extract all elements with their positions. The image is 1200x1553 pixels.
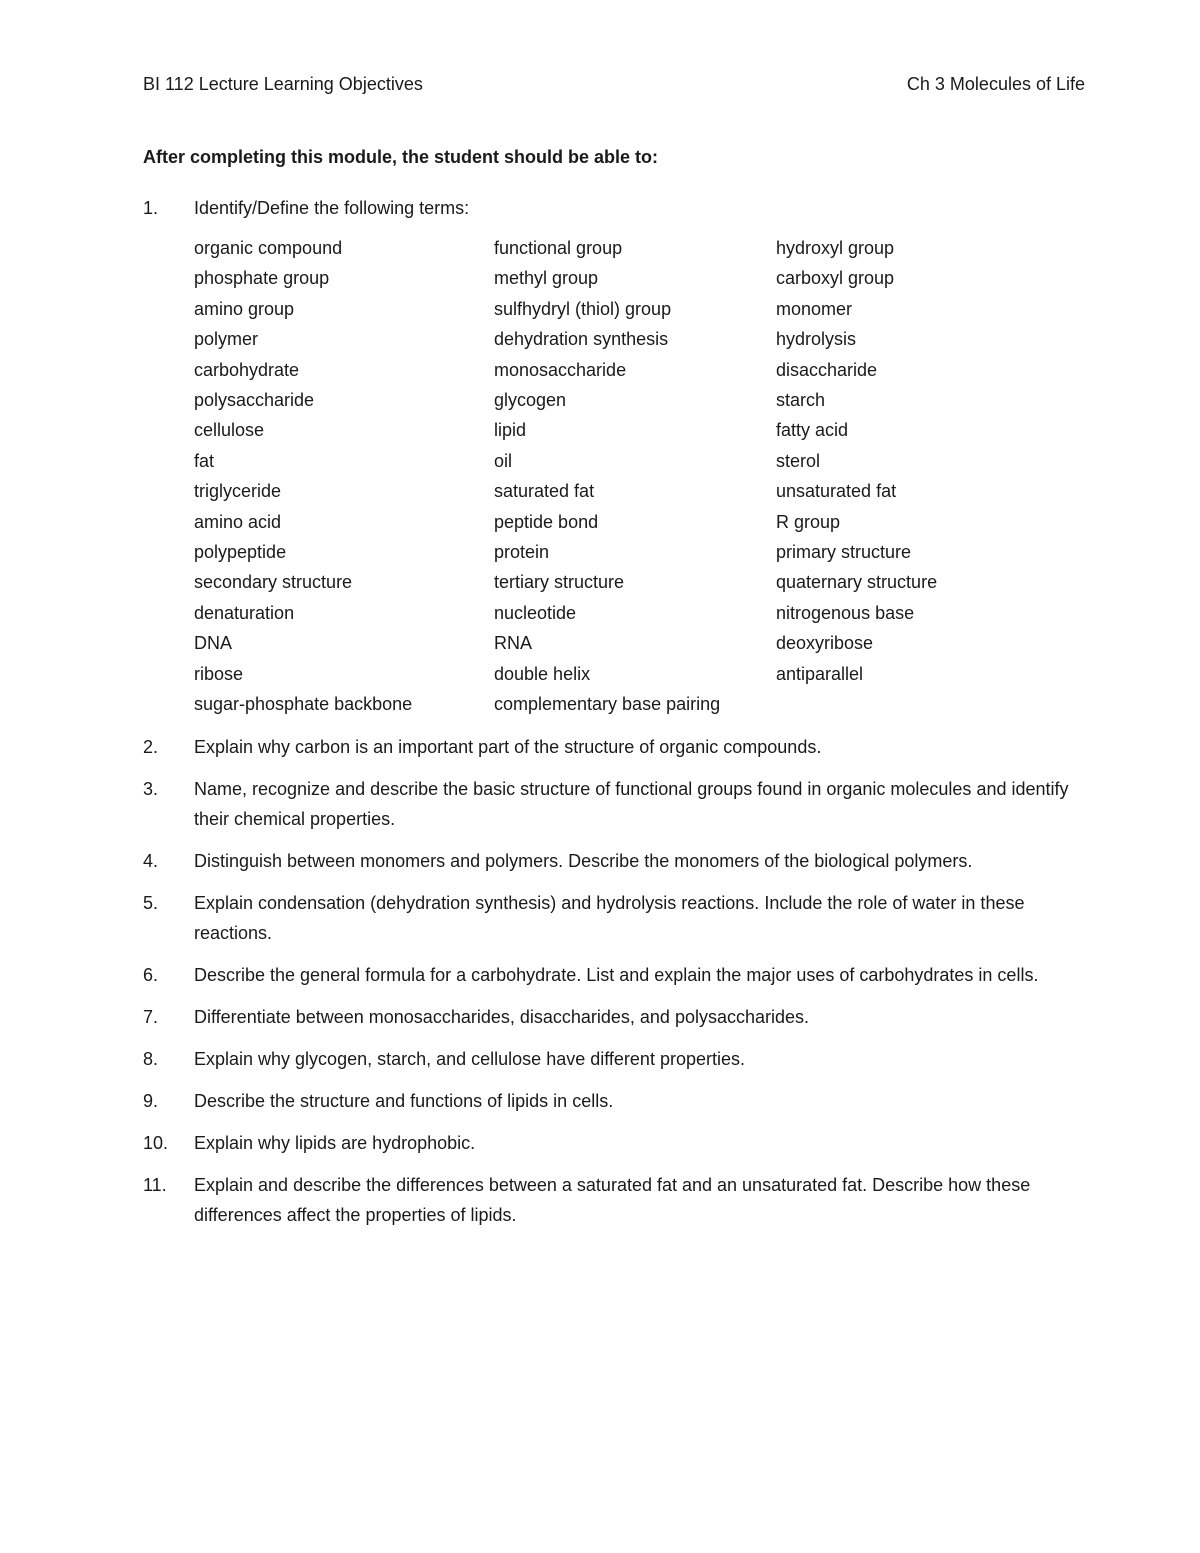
term: sterol <box>776 450 821 471</box>
term: denaturation <box>194 602 295 623</box>
objective-number: 7. <box>143 1006 159 1027</box>
term: polysaccharide <box>194 390 315 411</box>
objective-item <box>143 960 1073 990</box>
objective-item <box>143 1128 1073 1158</box>
objective-number: 2. <box>143 736 159 757</box>
term: carbohydrate <box>194 359 300 380</box>
objective-body <box>194 732 1073 762</box>
objective-item <box>143 732 1073 762</box>
objective-number: 6. <box>143 964 159 985</box>
term: RNA <box>494 633 533 654</box>
objective-text: Distinguish between monomers and polymers. Describe the monomers of the biological polymers. <box>194 850 973 871</box>
term: nitrogenous base <box>776 602 915 623</box>
term: unsaturated fat <box>776 481 897 502</box>
term: triglyceride <box>194 481 282 502</box>
terms-grid <box>194 233 1076 720</box>
objective-number: 4. <box>143 850 159 871</box>
term: monosaccharide <box>494 359 627 380</box>
objective-text: Differentiate between monosaccharides, disaccharides, and polysaccharides. <box>194 1006 810 1027</box>
term: peptide bond <box>494 511 599 532</box>
term: fatty acid <box>776 420 849 441</box>
term: hydroxyl group <box>776 238 895 258</box>
objective-text: Explain why carbon is an important part of the structure of organic compounds. <box>194 736 822 757</box>
term: R group <box>776 511 841 532</box>
objective-number: 8. <box>143 1048 159 1069</box>
objective-item <box>143 1170 1073 1230</box>
term: nucleotide <box>494 602 577 623</box>
term: polymer <box>194 329 259 350</box>
term: saturated fat <box>494 481 595 502</box>
objective-item <box>143 1086 1073 1116</box>
term: glycogen <box>494 390 567 411</box>
objective-item <box>143 846 1073 876</box>
objective-body <box>194 1002 1073 1032</box>
objective-item <box>143 774 1073 834</box>
term: tertiary structure <box>494 572 625 593</box>
objective-text: Describe the structure and functions of lipids in cells. <box>194 1090 614 1111</box>
term: phosphate group <box>194 268 330 289</box>
objective-text: Explain condensation (dehydration synthesis) and hydrolysis reactions. Include the role of water in these reactions. <box>194 892 1025 943</box>
objective-text: Identify/Define the following terms: <box>194 198 470 218</box>
objective-number: 3. <box>143 778 159 799</box>
term: lipid <box>494 420 527 441</box>
objective-body <box>194 1044 1073 1074</box>
page-header <box>143 72 1085 96</box>
objective-body <box>194 888 1073 948</box>
header-course-title: BI 112 Lecture Learning Objectives <box>143 74 423 94</box>
term: antiparallel <box>776 663 864 684</box>
intro-heading: After completing this module, the student should be able to: <box>143 147 659 167</box>
term: sulfhydryl (thiol) group <box>494 298 672 319</box>
objective-body <box>194 1170 1073 1230</box>
term: functional group <box>494 238 623 258</box>
objective-body <box>194 960 1073 990</box>
objective-body <box>194 1086 1073 1116</box>
term: DNA <box>194 633 233 654</box>
objective-text: Explain why glycogen, starch, and cellulose have different properties. <box>194 1048 745 1069</box>
term: double helix <box>494 663 591 684</box>
term: dehydration synthesis <box>494 329 669 350</box>
objective-body <box>194 774 1073 834</box>
objective-item <box>143 1002 1073 1032</box>
objective-item <box>143 193 1073 720</box>
term: oil <box>494 450 513 471</box>
objective-body <box>194 193 1076 720</box>
term: protein <box>494 542 550 563</box>
objective-body <box>194 846 1073 876</box>
term: carboxyl group <box>776 268 895 289</box>
objectives-list <box>143 193 1073 1242</box>
term: amino group <box>194 298 295 319</box>
objective-item <box>143 1044 1073 1074</box>
term: complementary base pairing <box>494 694 721 715</box>
header-chapter-title: Ch 3 Molecules of Life <box>906 74 1085 94</box>
term <box>776 689 1076 719</box>
term: polypeptide <box>194 542 287 563</box>
objective-text: Name, recognize and describe the basic structure of functional groups found in organic molecules and identify their chemical properties. <box>194 778 1069 829</box>
term: methyl group <box>494 268 599 289</box>
objective-text: Explain and describe the differences between a saturated fat and an unsaturated fat. Describe how these differences affect the properties of lipids. <box>194 1174 1031 1225</box>
term: primary structure <box>776 542 912 563</box>
term: deoxyribose <box>776 633 874 654</box>
term: cellulose <box>194 420 265 441</box>
term: monomer <box>776 298 853 319</box>
term: organic compound <box>194 238 343 258</box>
term: starch <box>776 390 826 411</box>
objective-body <box>194 1128 1073 1158</box>
objective-text: Describe the general formula for a carbohydrate. List and explain the major uses of carbohydrates in cells. <box>194 964 1039 985</box>
objective-item <box>143 888 1073 948</box>
objective-number: 9. <box>143 1090 159 1111</box>
term: quaternary structure <box>776 572 938 593</box>
term: fat <box>194 450 215 471</box>
objective-number: 11. <box>143 1174 167 1195</box>
term: hydrolysis <box>776 329 857 350</box>
term: sugar-phosphate backbone <box>194 694 413 715</box>
term: secondary structure <box>194 572 353 593</box>
objective-number: 1. <box>143 198 159 218</box>
term: amino acid <box>194 511 282 532</box>
objective-text: Explain why lipids are hydrophobic. <box>194 1132 476 1153</box>
term: disaccharide <box>776 359 878 380</box>
objective-number: 10. <box>143 1132 169 1153</box>
term: ribose <box>194 663 244 684</box>
objective-number: 5. <box>143 892 159 913</box>
